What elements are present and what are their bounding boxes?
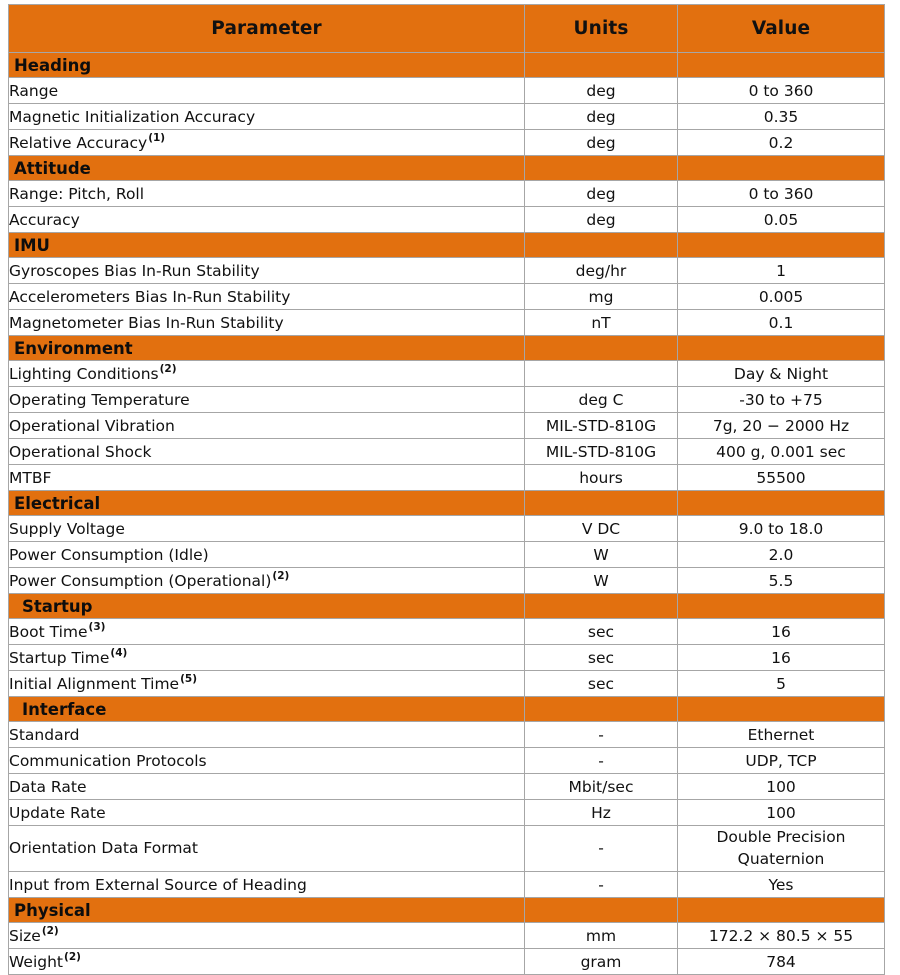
section-units-spacer bbox=[525, 53, 678, 78]
table-row bbox=[9, 439, 885, 465]
value-cell: 0.35 bbox=[678, 104, 885, 130]
section-units-spacer bbox=[525, 233, 678, 258]
units-cell: deg bbox=[525, 207, 678, 233]
parameter-cell bbox=[9, 284, 525, 310]
units-cell: - bbox=[525, 872, 678, 898]
units-cell: deg bbox=[525, 181, 678, 207]
parameter-cell bbox=[9, 568, 525, 594]
value-cell: Day & Night bbox=[678, 361, 885, 387]
units-cell: mm bbox=[525, 923, 678, 949]
parameter-cell bbox=[9, 413, 525, 439]
parameter-label: Magnetic Initialization Accuracy bbox=[9, 107, 256, 126]
parameter-cell bbox=[9, 361, 525, 387]
value-cell: 784 bbox=[678, 949, 885, 975]
units-cell: - bbox=[525, 722, 678, 748]
section-header-row bbox=[9, 233, 885, 258]
section-value-spacer bbox=[678, 233, 885, 258]
parameter-cell bbox=[9, 800, 525, 826]
parameter-label: Supply Voltage bbox=[9, 519, 125, 538]
table-row bbox=[9, 361, 885, 387]
units-cell: deg bbox=[525, 104, 678, 130]
parameter-cell bbox=[9, 872, 525, 898]
footnote-marker: (2) bbox=[64, 951, 81, 964]
parameter-cell bbox=[9, 826, 525, 872]
value-cell: 2.0 bbox=[678, 542, 885, 568]
value-cell: 0 to 360 bbox=[678, 78, 885, 104]
footnote-marker: (2) bbox=[41, 925, 59, 938]
value-cell: 5.5 bbox=[678, 568, 885, 594]
parameter-label: Weight bbox=[9, 952, 64, 971]
parameter-label: Size bbox=[9, 926, 41, 945]
units-cell: sec bbox=[525, 645, 678, 671]
table-header bbox=[9, 5, 885, 53]
section-value-spacer bbox=[678, 898, 885, 923]
specification-table bbox=[8, 4, 885, 975]
parameter-cell bbox=[9, 923, 525, 949]
table-row bbox=[9, 284, 885, 310]
units-cell: W bbox=[525, 542, 678, 568]
section-units-spacer bbox=[525, 898, 678, 923]
footnote-marker: (2) bbox=[272, 570, 290, 583]
footnote-marker: (3) bbox=[88, 621, 106, 634]
table-row bbox=[9, 258, 885, 284]
parameter-label: Orientation Data Format bbox=[9, 838, 198, 857]
parameter-cell bbox=[9, 516, 525, 542]
parameter-label: Startup Time bbox=[9, 648, 110, 667]
section-value-spacer bbox=[678, 491, 885, 516]
value-cell bbox=[678, 826, 885, 872]
parameter-label: Initial Alignment Time bbox=[9, 674, 180, 693]
section-header-row bbox=[9, 898, 885, 923]
value-cell: 0 to 360 bbox=[678, 181, 885, 207]
parameter-cell bbox=[9, 619, 525, 645]
table-row bbox=[9, 568, 885, 594]
section-units-spacer bbox=[525, 491, 678, 516]
table-row bbox=[9, 923, 885, 949]
section-header-row bbox=[9, 53, 885, 78]
value-cell: 0.1 bbox=[678, 310, 885, 336]
parameter-cell bbox=[9, 258, 525, 284]
parameter-label: Operational Shock bbox=[9, 442, 152, 461]
parameter-label: Operating Temperature bbox=[9, 390, 190, 409]
parameter-label: Accuracy bbox=[9, 210, 80, 229]
parameter-cell bbox=[9, 722, 525, 748]
section-header-row bbox=[9, 594, 885, 619]
table-row bbox=[9, 671, 885, 697]
units-cell: sec bbox=[525, 619, 678, 645]
parameter-label: Power Consumption (Operational) bbox=[9, 571, 272, 590]
footnote-marker: (2) bbox=[159, 363, 177, 376]
value-cell: 16 bbox=[678, 619, 885, 645]
section-value-spacer bbox=[678, 156, 885, 181]
column-header-parameter: Parameter bbox=[9, 5, 525, 53]
section-units-spacer bbox=[525, 156, 678, 181]
section-title: IMU bbox=[9, 233, 525, 258]
table-row bbox=[9, 413, 885, 439]
units-cell: nT bbox=[525, 310, 678, 336]
section-value-spacer bbox=[678, 697, 885, 722]
section-value-spacer bbox=[678, 594, 885, 619]
units-cell: Mbit/sec bbox=[525, 774, 678, 800]
section-title: Physical bbox=[9, 898, 525, 923]
parameter-cell bbox=[9, 645, 525, 671]
parameter-cell bbox=[9, 671, 525, 697]
parameter-label: Input from External Source of Heading bbox=[9, 875, 307, 894]
units-cell: gram bbox=[525, 949, 678, 975]
parameter-label: Boot Time bbox=[9, 622, 88, 641]
value-cell: 7g, 20 − 2000 Hz bbox=[678, 413, 885, 439]
parameter-cell bbox=[9, 78, 525, 104]
table-row bbox=[9, 181, 885, 207]
parameter-cell bbox=[9, 387, 525, 413]
units-cell: mg bbox=[525, 284, 678, 310]
section-value-spacer bbox=[678, 336, 885, 361]
units-cell: - bbox=[525, 826, 678, 872]
value-cell: 1 bbox=[678, 258, 885, 284]
table-row bbox=[9, 722, 885, 748]
units-cell: sec bbox=[525, 671, 678, 697]
parameter-label: Accelerometers Bias In-Run Stability bbox=[9, 287, 291, 306]
table-row bbox=[9, 826, 885, 872]
value-cell: 0.2 bbox=[678, 130, 885, 156]
parameter-cell bbox=[9, 748, 525, 774]
units-cell bbox=[525, 361, 678, 387]
units-cell: deg C bbox=[525, 387, 678, 413]
section-title: Environment bbox=[9, 336, 525, 361]
table-row bbox=[9, 78, 885, 104]
value-cell: 16 bbox=[678, 645, 885, 671]
table-row bbox=[9, 774, 885, 800]
units-cell: deg bbox=[525, 130, 678, 156]
section-units-spacer bbox=[525, 697, 678, 722]
parameter-label: Data Rate bbox=[9, 777, 87, 796]
parameter-label: Communication Protocols bbox=[9, 751, 207, 770]
footnote-marker: (5) bbox=[180, 673, 197, 686]
units-cell: hours bbox=[525, 465, 678, 491]
section-title: Attitude bbox=[9, 156, 525, 181]
table-row bbox=[9, 207, 885, 233]
value-cell: 100 bbox=[678, 774, 885, 800]
value-cell: 172.2 × 80.5 × 55 bbox=[678, 923, 885, 949]
parameter-cell bbox=[9, 439, 525, 465]
parameter-cell bbox=[9, 774, 525, 800]
table-row bbox=[9, 130, 885, 156]
parameter-label: MTBF bbox=[9, 468, 52, 487]
parameter-label: Range bbox=[9, 81, 59, 100]
value-cell: 0.05 bbox=[678, 207, 885, 233]
value-cell: Ethernet bbox=[678, 722, 885, 748]
value-cell: Yes bbox=[678, 872, 885, 898]
parameter-label: Lighting Conditions bbox=[9, 364, 159, 383]
value-line-1: Double Precision bbox=[716, 828, 846, 847]
units-cell: Hz bbox=[525, 800, 678, 826]
section-header-row bbox=[9, 697, 885, 722]
table-row bbox=[9, 800, 885, 826]
parameter-label: Power Consumption (Idle) bbox=[9, 545, 209, 564]
parameter-cell bbox=[9, 104, 525, 130]
table-row bbox=[9, 465, 885, 491]
value-cell: 100 bbox=[678, 800, 885, 826]
units-cell: W bbox=[525, 568, 678, 594]
table-row bbox=[9, 872, 885, 898]
parameter-label: Update Rate bbox=[9, 803, 106, 822]
section-header-row bbox=[9, 336, 885, 361]
value-line-2: Quaternion bbox=[737, 849, 825, 868]
section-header-row bbox=[9, 156, 885, 181]
parameter-cell bbox=[9, 310, 525, 336]
section-title: Interface bbox=[9, 697, 525, 722]
units-cell: MIL-STD-810G bbox=[525, 413, 678, 439]
value-cell: 0.005 bbox=[678, 284, 885, 310]
value-cell: 5 bbox=[678, 671, 885, 697]
parameter-cell bbox=[9, 207, 525, 233]
section-title: Electrical bbox=[9, 491, 525, 516]
units-cell: V DC bbox=[525, 516, 678, 542]
table-row bbox=[9, 387, 885, 413]
parameter-cell bbox=[9, 181, 525, 207]
parameter-cell bbox=[9, 465, 525, 491]
table-header-row bbox=[9, 5, 885, 53]
parameter-cell bbox=[9, 542, 525, 568]
value-cell: 9.0 to 18.0 bbox=[678, 516, 885, 542]
table-row bbox=[9, 104, 885, 130]
table-row bbox=[9, 542, 885, 568]
table-row bbox=[9, 619, 885, 645]
units-cell: deg/hr bbox=[525, 258, 678, 284]
units-cell: MIL-STD-810G bbox=[525, 439, 678, 465]
parameter-label: Magnetometer Bias In-Run Stability bbox=[9, 313, 284, 332]
section-units-spacer bbox=[525, 594, 678, 619]
section-title: Heading bbox=[9, 53, 525, 78]
section-title: Startup bbox=[9, 594, 525, 619]
table-row bbox=[9, 949, 885, 975]
table-row bbox=[9, 516, 885, 542]
table-row bbox=[9, 310, 885, 336]
section-value-spacer bbox=[678, 53, 885, 78]
units-cell: - bbox=[525, 748, 678, 774]
value-cell: -30 to +75 bbox=[678, 387, 885, 413]
parameter-label: Range: Pitch, Roll bbox=[9, 184, 145, 203]
parameter-label: Standard bbox=[9, 725, 80, 744]
units-cell: deg bbox=[525, 78, 678, 104]
value-cell: 55500 bbox=[678, 465, 885, 491]
table-row bbox=[9, 748, 885, 774]
value-cell: 400 g, 0.001 sec bbox=[678, 439, 885, 465]
parameter-label: Operational Vibration bbox=[9, 416, 175, 435]
table-body bbox=[9, 53, 885, 975]
footnote-marker: (4) bbox=[110, 647, 128, 660]
column-header-units: Units bbox=[525, 5, 678, 53]
parameter-label: Relative Accuracy bbox=[9, 133, 148, 152]
section-header-row bbox=[9, 491, 885, 516]
section-units-spacer bbox=[525, 336, 678, 361]
column-header-value: Value bbox=[678, 5, 885, 53]
parameter-cell bbox=[9, 949, 525, 975]
table-row bbox=[9, 645, 885, 671]
value-cell: UDP, TCP bbox=[678, 748, 885, 774]
footnote-marker: (1) bbox=[148, 132, 166, 145]
parameter-label: Gyroscopes Bias In-Run Stability bbox=[9, 261, 260, 280]
parameter-cell bbox=[9, 130, 525, 156]
